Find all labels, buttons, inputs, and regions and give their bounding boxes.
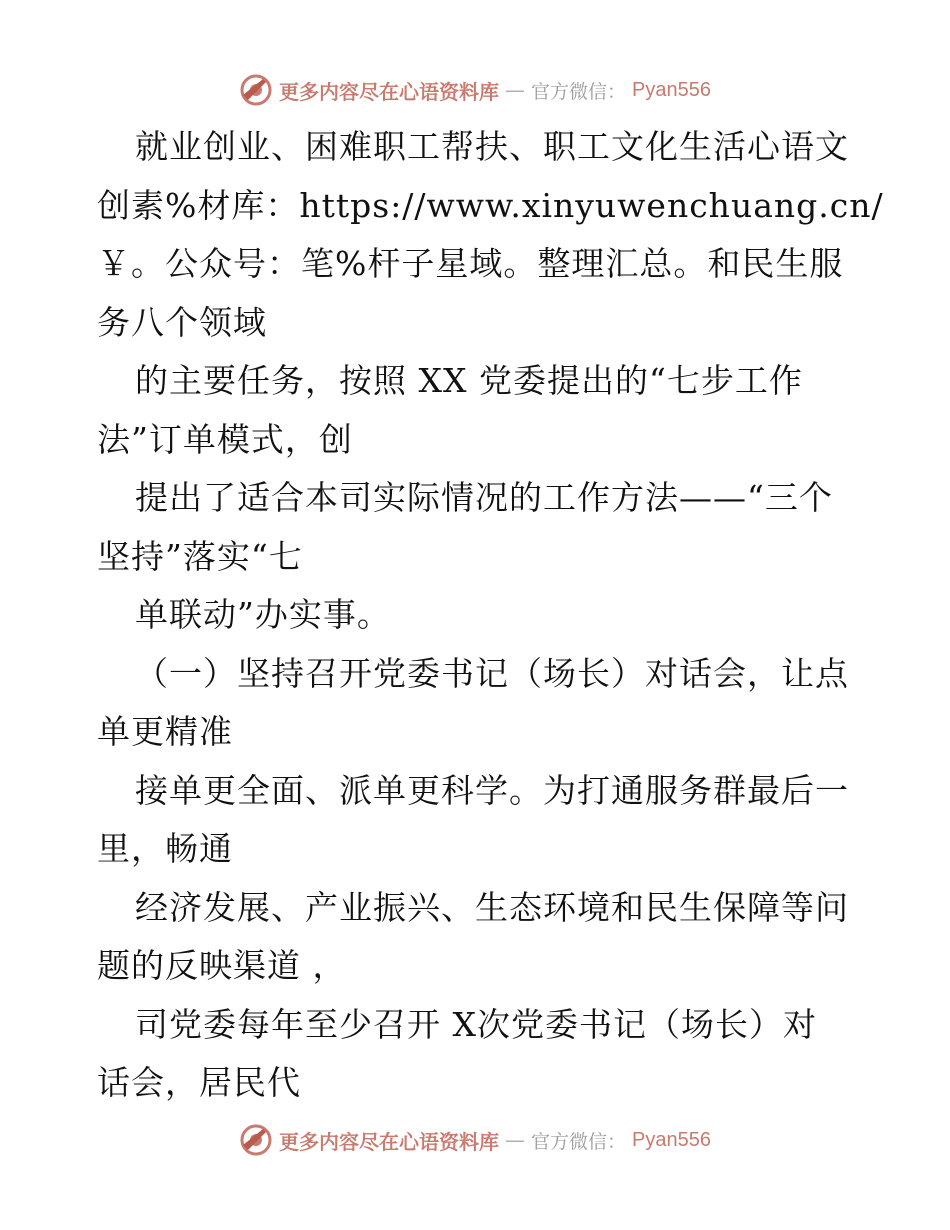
body-line: ￥。公众号：笔%杆子星域。整理汇总。和民生服	[97, 244, 844, 283]
header-banner	[0, 70, 950, 110]
body-line: 司党委每年至少召开 X次党委书记（场长）对	[135, 1004, 817, 1044]
body-line: 单更精准	[97, 712, 233, 751]
banner-site-text: 更多内容尽在心语资料库	[279, 1129, 499, 1154]
banner-separator: —	[505, 1128, 525, 1152]
body-line: 里，畅通	[97, 829, 233, 868]
body-line: （一）坚持召开党委书记（场长）对话会，让点	[135, 653, 849, 693]
body-line: 接单更全面、派单更科学。为打通服务群最后一	[135, 770, 849, 810]
footer-banner	[0, 1120, 950, 1160]
body-line: 就业创业、困难职工帮扶、职工文化生活心语文	[135, 127, 849, 166]
body-line: 创素%材库：https://www.xinyuwenchuang.cn/	[97, 185, 884, 225]
body-line: 法”订单模式，创	[97, 419, 353, 459]
brand-logo-icon	[239, 73, 273, 107]
banner-official-label: 官方微信：	[531, 80, 627, 103]
body-line: 的主要任务，按照 XX 党委提出的“七步工作	[135, 361, 803, 400]
body-line: 经济发展、产业振兴、生态环境和民生保障等问	[135, 887, 849, 927]
banner-official-label: 官方微信：	[531, 1130, 627, 1153]
banner-wechat-id: Pyan556	[632, 1128, 711, 1151]
banner-separator: —	[505, 78, 525, 102]
banner-site-text: 更多内容尽在心语资料库	[279, 79, 499, 104]
brand-logo-icon	[239, 1123, 273, 1157]
document-body	[97, 118, 884, 1113]
banner-wechat-id: Pyan556	[632, 78, 711, 101]
body-line: 坚持”落实“七	[97, 536, 303, 576]
body-line: 提出了适合本司实际情况的工作方法——“三个	[135, 478, 833, 517]
body-line: 务八个领域	[97, 302, 267, 342]
body-line: 话会，居民代	[97, 1063, 301, 1102]
body-line: 题的反映渠道 ，	[97, 946, 347, 985]
body-line: 单联动”办实事。	[135, 595, 391, 634]
